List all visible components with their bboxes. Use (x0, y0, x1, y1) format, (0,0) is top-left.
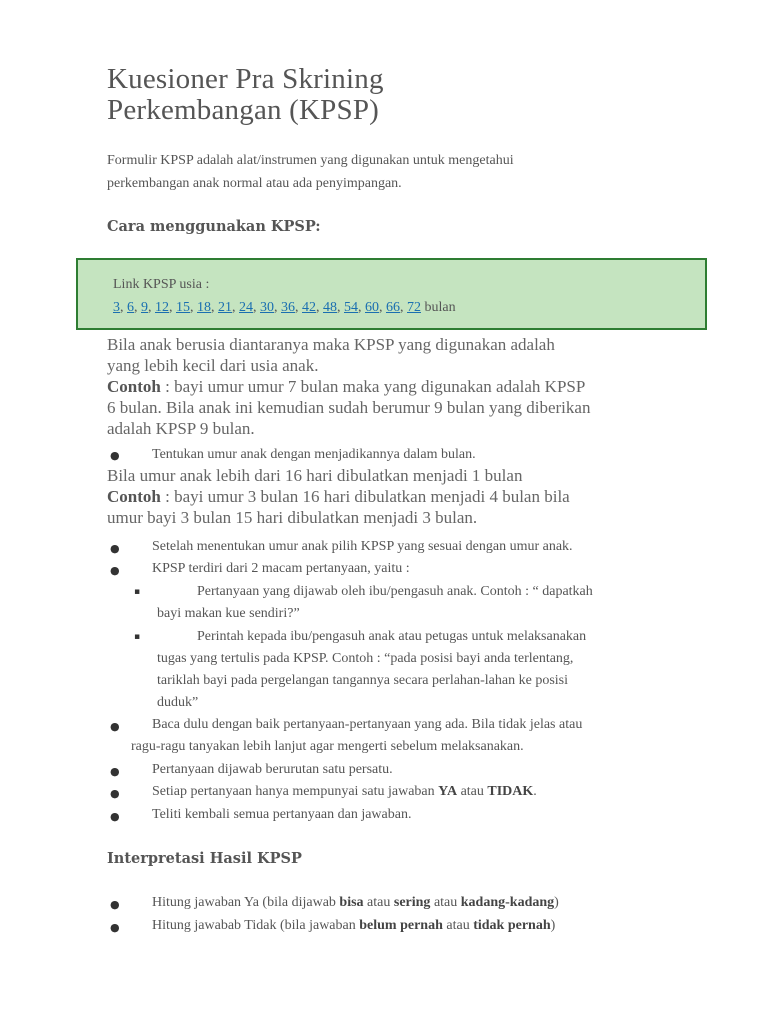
link-separator: , (169, 300, 176, 315)
link-separator: , (316, 300, 323, 315)
sub-step-2-line-1: Perintah kepada ibu/pengasuh anak atau petugas untuk melaksanakan (197, 629, 587, 644)
link-separator: , (400, 300, 407, 315)
page-title (107, 64, 384, 126)
link-separator: , (253, 300, 260, 315)
step-3-line-2: ragu-ragu tanyakan lebih lanjut agar mengerti sebelum melaksanakan. (131, 739, 524, 754)
link-suffix: bulan (421, 300, 456, 315)
answer-ya: YA (438, 784, 458, 799)
para1-line-1: Bila anak berusia diantaranya maka KPSP yang digunakan adalah (107, 335, 555, 354)
step-4: Pertanyaan dijawab berurutan satu persatu. (152, 762, 393, 777)
interp-2-text: Hitung jawabab Tidak (bila jawaban (152, 918, 360, 933)
step-6: Teliti kembali semua pertanyaan dan jawaban. (152, 807, 412, 822)
interp-1-mid-2: atau (430, 895, 461, 910)
link-box-label: Link KPSP usia : (113, 277, 210, 292)
link-separator: , (148, 300, 155, 315)
sub-step-1-line-2: bayi makan kue sendiri?” (157, 606, 300, 621)
bullet-icon: ● (110, 720, 120, 733)
age-link-list (113, 300, 456, 316)
link-box (76, 258, 707, 330)
square-bullet-icon: ▪ (134, 587, 141, 597)
link-separator: , (274, 300, 281, 315)
interp-1-mid-1: atau (363, 895, 394, 910)
bullet-icon: ● (110, 564, 120, 577)
para2-line-3: umur bayi 3 bulan 15 hari dibulatkan menjadi 3 bulan. (107, 508, 478, 527)
step-1: Setelah menentukan umur anak pilih KPSP yang sesuai dengan umur anak. (152, 539, 573, 554)
para1-line-3-text: : bayi umur umur 7 bulan maka yang digunakan adalah KPSP (160, 377, 586, 396)
para1-line-2: yang lebih kecil dari usia anak. (107, 356, 319, 375)
term-bisa: bisa (339, 895, 364, 910)
age-link-42[interactable]: 42 (302, 300, 316, 315)
bullet-icon: ● (110, 449, 120, 462)
term-tidak-pernah: tidak pernah (473, 918, 551, 933)
step-3-line-1: Baca dulu dengan baik pertanyaan-pertanyaan yang ada. Bila tidak jelas atau (152, 717, 583, 732)
para2-line-1: Bila umur anak lebih dari 16 hari dibulatkan menjadi 1 bulan (107, 466, 523, 485)
link-separator: , (232, 300, 239, 315)
step-5-text: Setiap pertanyaan hanya mempunyai satu jawaban (152, 784, 439, 799)
intro-line-1: Formulir KPSP adalah alat/instrumen yang digunakan untuk mengetahui (107, 153, 514, 168)
sub-step-2-line-2: tugas yang tertulis pada KPSP. Contoh : “pada posisi bayi anda terlentang, (157, 651, 574, 666)
section-heading-how: Cara menggunakan KPSP: (107, 218, 321, 235)
age-link-36[interactable]: 36 (281, 300, 295, 315)
interp-1-text: Hitung jawaban Ya (bila dijawab (152, 895, 340, 910)
para2-line-2-text: : bayi umur 3 bulan 16 hari dibulatkan menjadi 4 bulan bila (160, 487, 570, 506)
sub-step-2-line-4: duduk” (157, 695, 199, 710)
step-5-mid: atau (457, 784, 488, 799)
paragraph-age-rule (107, 334, 590, 439)
title-line-2: Perkembangan (KPSP) (107, 94, 380, 126)
link-separator: , (120, 300, 127, 315)
age-link-18[interactable]: 18 (197, 300, 211, 315)
age-link-24[interactable]: 24 (239, 300, 253, 315)
link-separator: , (190, 300, 197, 315)
age-link-30[interactable]: 30 (260, 300, 274, 315)
age-link-54[interactable]: 54 (344, 300, 358, 315)
bullet-icon: ● (110, 898, 120, 911)
step-5-end: . (533, 784, 537, 799)
bullet-icon: ● (110, 810, 120, 823)
bullet-icon: ● (110, 765, 120, 778)
link-separator: , (295, 300, 302, 315)
link-separator: , (358, 300, 365, 315)
example-label: Contoh (107, 487, 161, 506)
title-line-1: Kuesioner Pra Skrining (107, 63, 384, 95)
link-separator: , (379, 300, 386, 315)
section-heading-interpretation: Interpretasi Hasil KPSP (107, 850, 302, 867)
interp-2 (152, 915, 555, 937)
age-link-15[interactable]: 15 (176, 300, 190, 315)
step-5 (152, 781, 537, 803)
interp-1-end: ) (554, 895, 559, 910)
para2-line-2 (107, 486, 570, 507)
para1-line-4: 6 bulan. Bila anak ini kemudian sudah berumur 9 bulan yang diberikan (107, 398, 591, 417)
intro-paragraph (107, 149, 514, 195)
age-link-6[interactable]: 6 (127, 300, 134, 315)
sub-step-1-line-1: Pertanyaan yang dijawab oleh ibu/pengasuh anak. Contoh : “ dapatkah (197, 584, 593, 599)
link-separator: , (211, 300, 218, 315)
square-bullet-icon: ▪ (134, 632, 141, 642)
bullet-icon: ● (110, 787, 120, 800)
step-2: KPSP terdiri dari 2 macam pertanyaan, yaitu : (152, 561, 410, 576)
bullet-age: Tentukan umur anak dengan menjadikannya dalam bulan. (152, 447, 476, 462)
age-link-72[interactable]: 72 (407, 300, 421, 315)
bullet-icon: ● (110, 542, 120, 555)
age-link-9[interactable]: 9 (141, 300, 148, 315)
age-link-12[interactable]: 12 (155, 300, 169, 315)
age-link-60[interactable]: 60 (365, 300, 379, 315)
sub-step-2-line-3: tariklah bayi pada pergelangan tangannya secara perlahan-lahan ke posisi (157, 673, 569, 688)
para1-line-3 (107, 376, 590, 397)
paragraph-rounding (107, 465, 570, 528)
term-kadang-kadang: kadang-kadang (460, 895, 555, 910)
link-separator: , (337, 300, 344, 315)
age-link-66[interactable]: 66 (386, 300, 400, 315)
term-sering: sering (393, 895, 431, 910)
term-belum-pernah: belum pernah (359, 918, 443, 933)
answer-tidak: TIDAK (487, 784, 534, 799)
interp-1 (152, 892, 559, 914)
para1-line-5: adalah KPSP 9 bulan. (107, 419, 255, 438)
bullet-icon: ● (110, 921, 120, 934)
interp-2-end: ) (550, 918, 556, 933)
example-label: Contoh (107, 377, 161, 396)
age-link-48[interactable]: 48 (323, 300, 337, 315)
link-separator: , (134, 300, 141, 315)
age-link-3[interactable]: 3 (113, 300, 120, 315)
intro-line-2: perkembangan anak normal atau ada penyimpangan. (107, 176, 402, 191)
interp-2-mid: atau (442, 918, 474, 933)
age-link-21[interactable]: 21 (218, 300, 232, 315)
